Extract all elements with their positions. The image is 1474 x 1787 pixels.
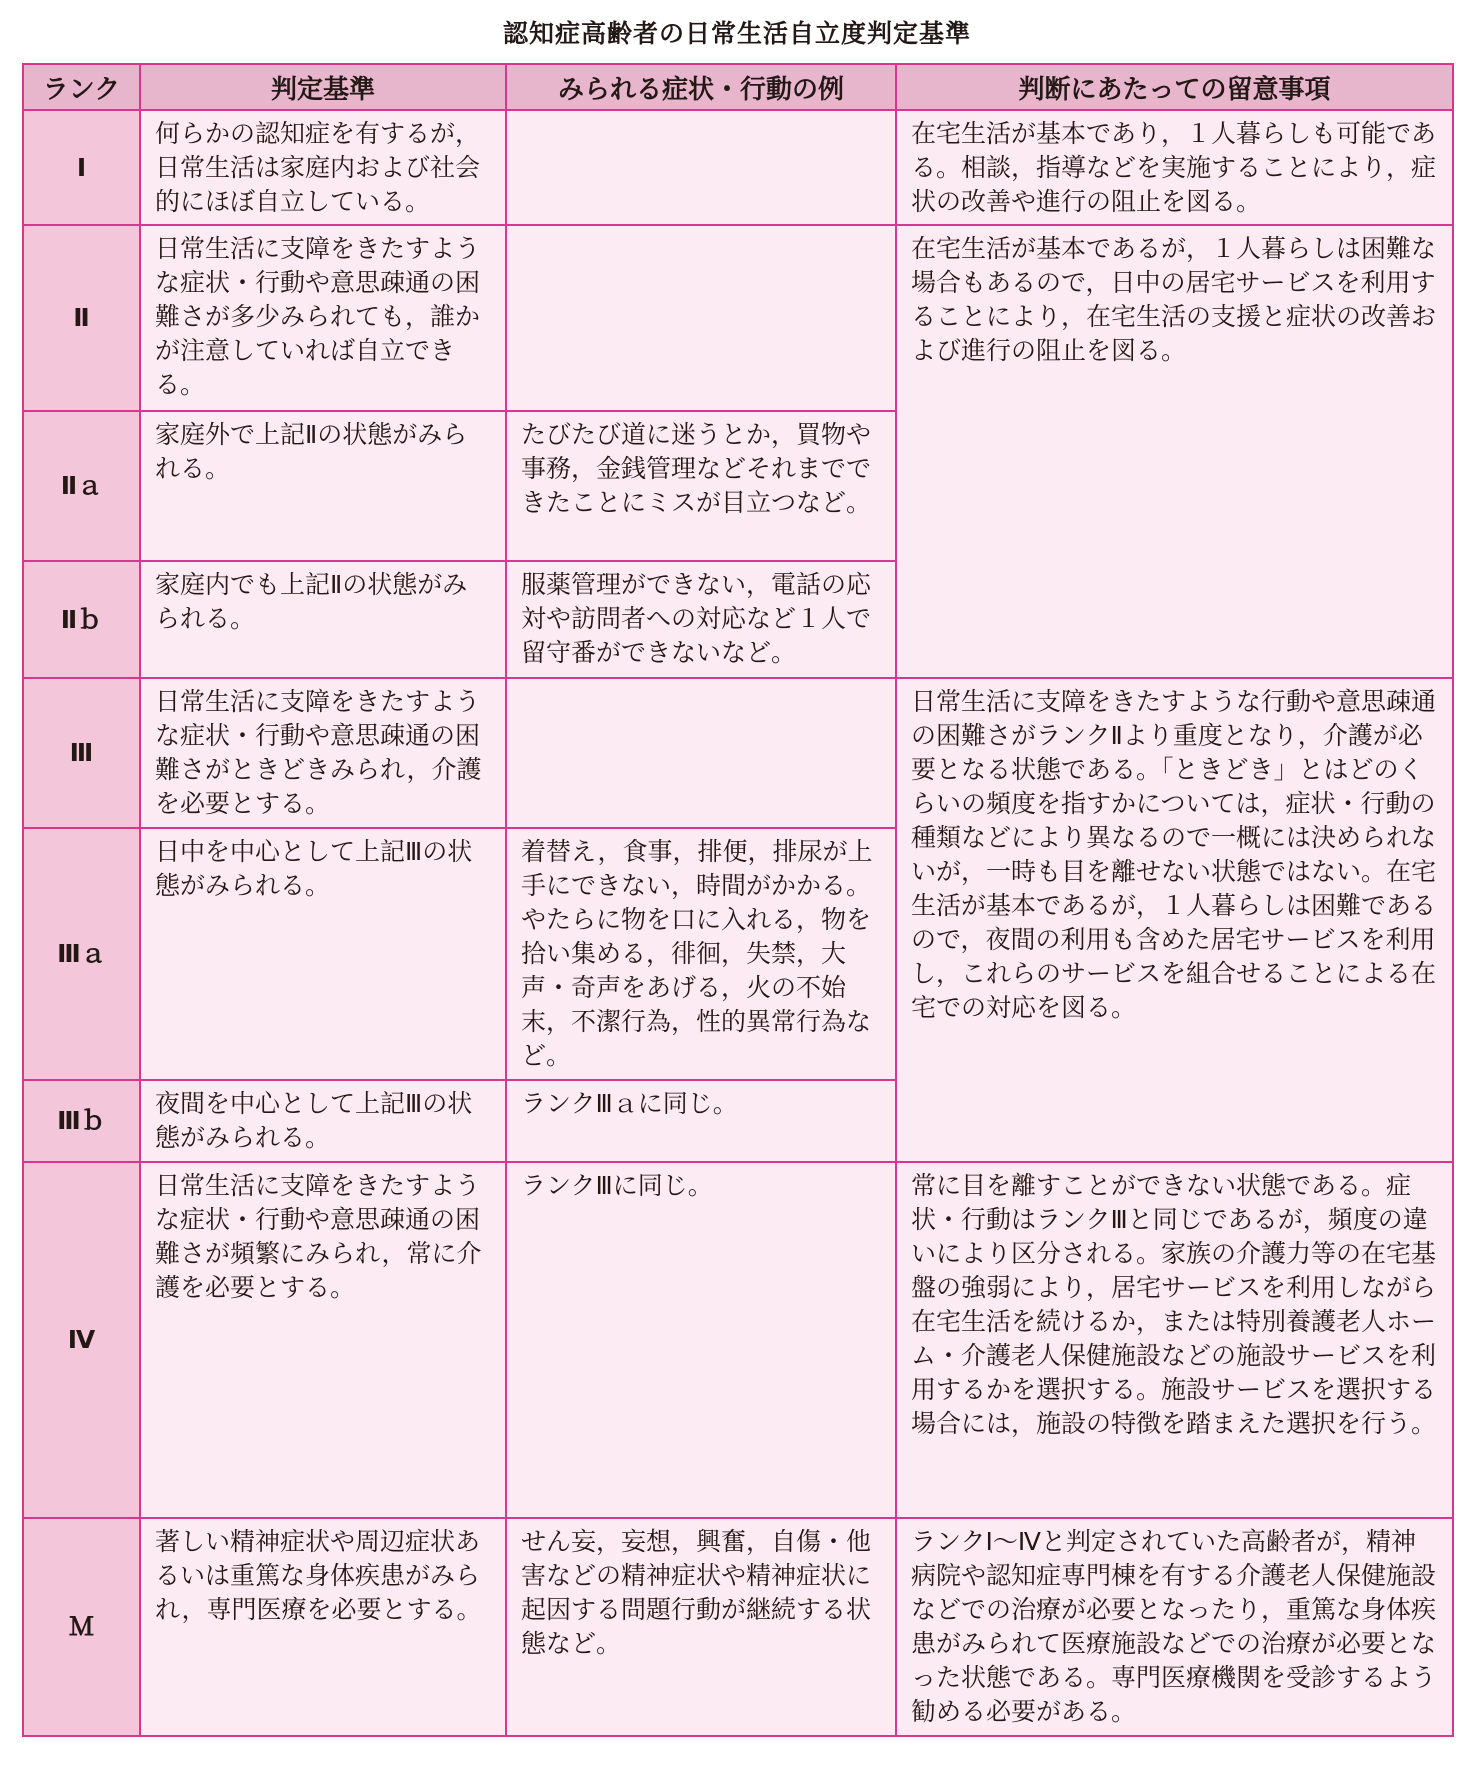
criteria-cell: 夜間を中心として上記Ⅲの状態がみられる。 [140,1080,506,1162]
header-rank: ランク [23,64,140,110]
table-row [23,1162,1453,1518]
header-criteria: 判定基準 [140,64,506,110]
examples-cell: せん妄，妄想，興奮，自傷・他害などの精神症状や精神症状に起因する問題行動が継続する状態など。 [506,1518,896,1736]
examples-cell: ランクⅢに同じ。 [506,1162,896,1518]
table-row [23,1518,1453,1736]
table-row [23,225,1453,411]
examples-cell: 服薬管理ができない，電話の応対や訪問者への対応など１人で留守番ができないなど。 [506,561,896,678]
notes-cell: 日常生活に支障をきたすような行動や意思疎通の困難さがランクⅡより重度となり，介護が必要となる状態である。「ときどき」とはどのくらいの頻度を指すかについては，症状・行動の種類などにより異なるので一概には決められないが，一時も目を離せない状態ではない。在宅生活が基本であるが，１人暮らしは困難であるので，夜間の利用も含めた居宅サービスを利用し，これらのサービスを組合せることによる在宅での対応を図る。 [896,678,1453,1162]
criteria-cell: 家庭内でも上記Ⅱの状態がみられる。 [140,561,506,678]
criteria-cell: 日常生活に支障をきたすような症状・行動や意思疎通の困難さが頻繁にみられ，常に介護を必要とする。 [140,1162,506,1518]
examples-cell [506,225,896,411]
page-title: 認知症高齢者の日常生活自立度判定基準 [502,19,971,48]
criteria-cell: 著しい精神症状や周辺症状あるいは重篤な身体疾患がみられ，専門医療を必要とする。 [140,1518,506,1736]
examples-cell: 着替え，食事，排便，排尿が上手にできない，時間がかかる。やたらに物を口に入れる，物を拾い集める，徘徊，失禁，大声・奇声をあげる，火の不始末，不潔行為，性的異常行為など。 [506,828,896,1080]
header-notes: 判断にあたっての留意事項 [896,64,1453,110]
criteria-cell: 家庭外で上記Ⅱの状態がみられる。 [140,411,506,561]
rank-cell: Ｍ [23,1518,140,1736]
notes-cell: 在宅生活が基本であるが，１人暮らしは困難な場合もあるので，日中の居宅サービスを利用することにより，在宅生活の支援と症状の改善および進行の阻止を図る。 [896,225,1453,678]
examples-cell: ランクⅢａに同じ。 [506,1080,896,1162]
rank-cell: Ⅱ [23,225,140,411]
criteria-cell: 日常生活に支障をきたすような症状・行動や意思疎通の困難さが多少みられても，誰かが注意していれば自立できる。 [140,225,506,411]
examples-cell [506,678,896,828]
rank-cell: Ⅰ [23,110,140,225]
header-row [23,64,1453,110]
criteria-cell: 日常生活に支障をきたすような症状・行動や意思疎通の困難さがときどきみられ，介護を必要とする。 [140,678,506,828]
table-row [23,110,1453,225]
notes-cell: 在宅生活が基本であり，１人暮らしも可能である。相談，指導などを実施することにより，症状の改善や進行の阻止を図る。 [896,110,1453,225]
header-examples: みられる症状・行動の例 [506,64,896,110]
criteria-table [22,63,1454,1737]
rank-cell: Ⅲｂ [23,1080,140,1162]
table-row [23,678,1453,828]
notes-cell: 常に目を離すことができない状態である。症状・行動はランクⅢと同じであるが，頻度の違いにより区分される。家族の介護力等の在宅基盤の強弱により，居宅サービスを利用しながら在宅生活を続けるか，または特別養護老人ホーム・介護老人保健施設などの施設サービスを利用するかを選択する。施設サービスを選択する場合には，施設の特徴を踏まえた選択を行う。 [896,1162,1453,1518]
rank-cell: Ⅲ [23,678,140,828]
criteria-cell: 何らかの認知症を有するが，日常生活は家庭内および社会的にほぼ自立している。 [140,110,506,225]
examples-cell: たびたび道に迷うとか，買物や事務，金銭管理などそれまでできたことにミスが目立つなど。 [506,411,896,561]
examples-cell [506,110,896,225]
rank-cell: Ⅲａ [23,828,140,1080]
notes-cell: ランクⅠ～Ⅳと判定されていた高齢者が，精神病院や認知症専門棟を有する介護老人保健施設などでの治療が必要となったり，重篤な身体疾患がみられて医療施設などでの治療が必要となった状態である。専門医療機関を受診するよう勧める必要がある。 [896,1518,1453,1736]
rank-cell: Ⅳ [23,1162,140,1518]
rank-cell: Ⅱａ [23,411,140,561]
criteria-cell: 日中を中心として上記Ⅲの状態がみられる。 [140,828,506,1080]
rank-cell: Ⅱｂ [23,561,140,678]
